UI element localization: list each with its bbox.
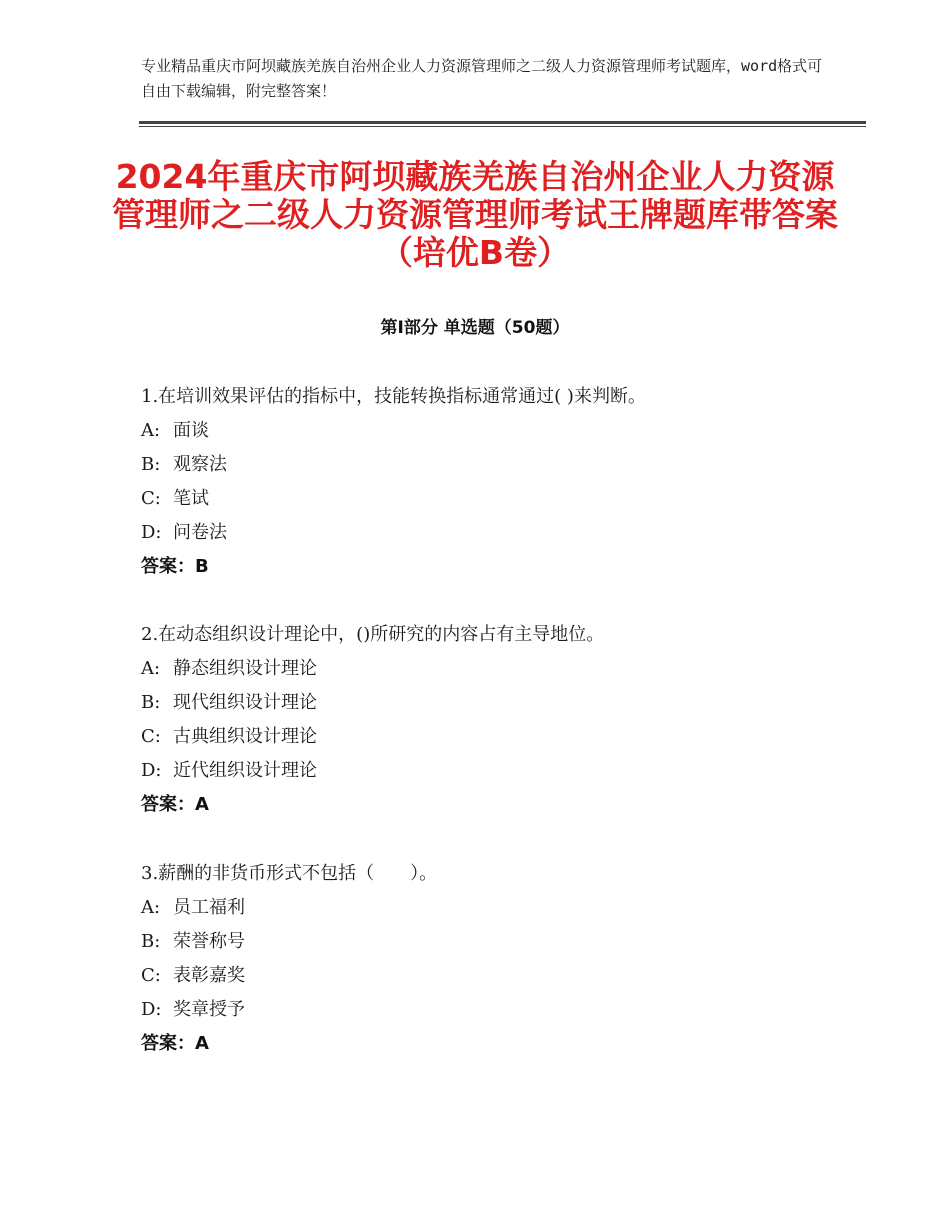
option-c	[141, 720, 841, 754]
header-divider-thin	[139, 126, 866, 127]
option-d	[141, 993, 841, 1027]
option-text: 奖章授予	[173, 999, 245, 1020]
option-key: C:	[141, 726, 161, 747]
document-title: 2024年重庆市阿坝藏族羌族自治州企业人力资源管理师之二级人力资源管理师考试王牌题库带答案（培优B卷）	[112, 157, 838, 272]
option-text: 表彰嘉奖	[173, 965, 245, 986]
option-key: D:	[141, 522, 162, 543]
option-text: 面谈	[173, 420, 209, 441]
option-key: A:	[141, 658, 161, 679]
option-b	[141, 686, 841, 720]
option-text: 近代组织设计理论	[173, 760, 317, 781]
question-stem: 2.在动态组织设计理论中，()所研究的内容占有主导地位。	[141, 624, 605, 645]
option-key: A:	[141, 420, 161, 441]
option-key: C:	[141, 488, 161, 509]
option-d	[141, 516, 841, 550]
option-c	[141, 482, 841, 516]
option-text: 员工福利	[173, 897, 245, 918]
option-key: C:	[141, 965, 161, 986]
option-key: A:	[141, 897, 161, 918]
answer: 答案：A	[141, 794, 209, 815]
option-b	[141, 448, 841, 482]
question-3	[141, 857, 841, 1061]
option-key: B:	[141, 692, 161, 713]
question-stem: 1.在培训效果评估的指标中，技能转换指标通常通过( )来判断。	[141, 386, 646, 407]
option-a	[141, 891, 841, 925]
question-1	[141, 380, 841, 584]
question-2	[141, 618, 841, 822]
option-key: B:	[141, 931, 161, 952]
option-text: 问卷法	[173, 522, 227, 543]
option-a	[141, 652, 841, 686]
option-text: 现代组织设计理论	[173, 692, 317, 713]
option-d	[141, 754, 841, 788]
answer: 答案：B	[141, 556, 209, 577]
option-text: 古典组织设计理论	[173, 726, 317, 747]
option-b	[141, 925, 841, 959]
option-c	[141, 959, 841, 993]
question-stem: 3.薪酬的非货币形式不包括（ ）。	[141, 863, 438, 884]
option-key: D:	[141, 999, 162, 1020]
header-divider-thick	[139, 121, 866, 124]
option-text: 笔试	[173, 488, 209, 509]
section-heading: 第Ⅰ部分 单选题（50题）	[380, 318, 570, 338]
option-text: 观察法	[173, 454, 227, 475]
option-text: 荣誉称号	[173, 931, 245, 952]
answer: 答案：A	[141, 1033, 209, 1054]
option-a	[141, 414, 841, 448]
option-key: D:	[141, 760, 162, 781]
option-key: B:	[141, 454, 161, 475]
option-text: 静态组织设计理论	[173, 658, 317, 679]
header-note: 专业精品重庆市阿坝藏族羌族自治州企业人力资源管理师之二级人力资源管理师考试题库，word格式可自由下载编辑，附完整答案！	[141, 57, 823, 100]
